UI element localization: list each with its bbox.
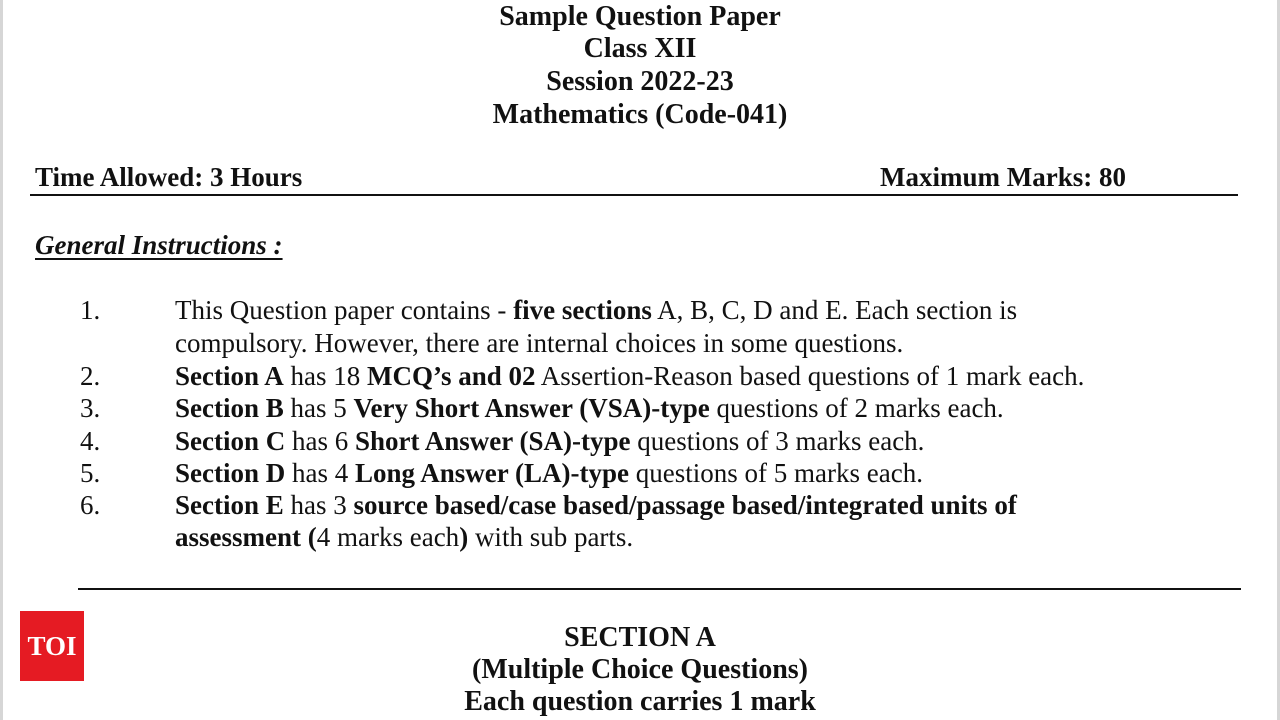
subject-label: Mathematics (Code-041): [492, 99, 788, 130]
instruction-text-run: has 18: [283, 361, 368, 391]
instruction-text: [175, 327, 1255, 359]
instruction-text-run: has 6: [285, 426, 355, 456]
instruction-text-run: A, B, C, D and E. Each section is: [651, 295, 1018, 325]
instruction-text-run: Section B: [175, 393, 284, 423]
instruction-number: 1.: [80, 295, 101, 325]
instruction-text: [175, 489, 1255, 521]
instruction-text-run: Section C: [175, 426, 286, 456]
instruction-number: 2.: [80, 361, 101, 391]
divider: [78, 588, 1241, 590]
section-a-subtitle: (Multiple Choice Questions): [472, 654, 808, 685]
instruction-text-run: Section D: [175, 458, 286, 488]
instruction-text-run: ): [459, 522, 469, 552]
instruction-text-run: compulsory. However, there are internal choices in some questions.: [175, 328, 904, 358]
instruction-number: 4.: [80, 426, 101, 456]
instruction-text-run: MCQ’s and 02: [367, 361, 536, 391]
instruction-number: 5.: [80, 458, 101, 488]
instruction-text-run: Long Answer (LA)-type: [355, 458, 630, 488]
session-label: Session 2022-23: [546, 66, 734, 97]
instruction-text: [175, 521, 1255, 553]
instruction-text: [175, 457, 1255, 489]
instruction-text-run: with sub parts.: [468, 522, 634, 552]
instruction-text: [175, 294, 1255, 326]
time-allowed: Time Allowed: 3 Hours: [35, 162, 303, 192]
instruction-text-run: has 4: [285, 458, 355, 488]
divider: [30, 194, 1238, 196]
instruction-text-run: five sections: [513, 295, 652, 325]
instruction-text-run: Assertion-Reason based questions of 1 mark each.: [535, 361, 1085, 391]
instruction-text-run: assessment (: [175, 522, 317, 552]
toi-logo: TOI: [20, 611, 84, 681]
instruction-text: [175, 392, 1255, 424]
instruction-text-run: questions of 2 marks each.: [709, 393, 1004, 423]
instruction-text-run: has 3: [283, 490, 354, 520]
instruction-text-run: Very Short Answer (VSA)-type: [353, 393, 710, 423]
instruction-text-run: Section E: [175, 490, 284, 520]
instruction-text-run: has 5: [283, 393, 354, 423]
general-instructions-heading: General Instructions :: [35, 230, 283, 260]
instruction-number: 6.: [80, 490, 101, 520]
instruction-text: [175, 360, 1255, 392]
instruction-text-run: Short Answer (SA)-type: [355, 426, 631, 456]
class-label: Class XII: [583, 33, 697, 64]
instruction-text-run: source based/case based/passage based/integrated units of: [353, 490, 1017, 520]
instruction-text-run: questions of 3 marks each.: [630, 426, 925, 456]
paper-title: Sample Question Paper: [499, 1, 781, 32]
section-a-title: SECTION A: [564, 622, 716, 653]
instruction-text-run: Section A: [175, 361, 284, 391]
section-a-note: Each question carries 1 mark: [464, 686, 816, 717]
maximum-marks: Maximum Marks: 80: [880, 162, 1126, 192]
instruction-text-run: This Question paper contains -: [175, 295, 514, 325]
instruction-text: [175, 425, 1255, 457]
instruction-text-run: questions of 5 marks each.: [629, 458, 923, 488]
instruction-number: 3.: [80, 393, 101, 423]
instruction-text-run: 4 marks each: [316, 522, 460, 552]
